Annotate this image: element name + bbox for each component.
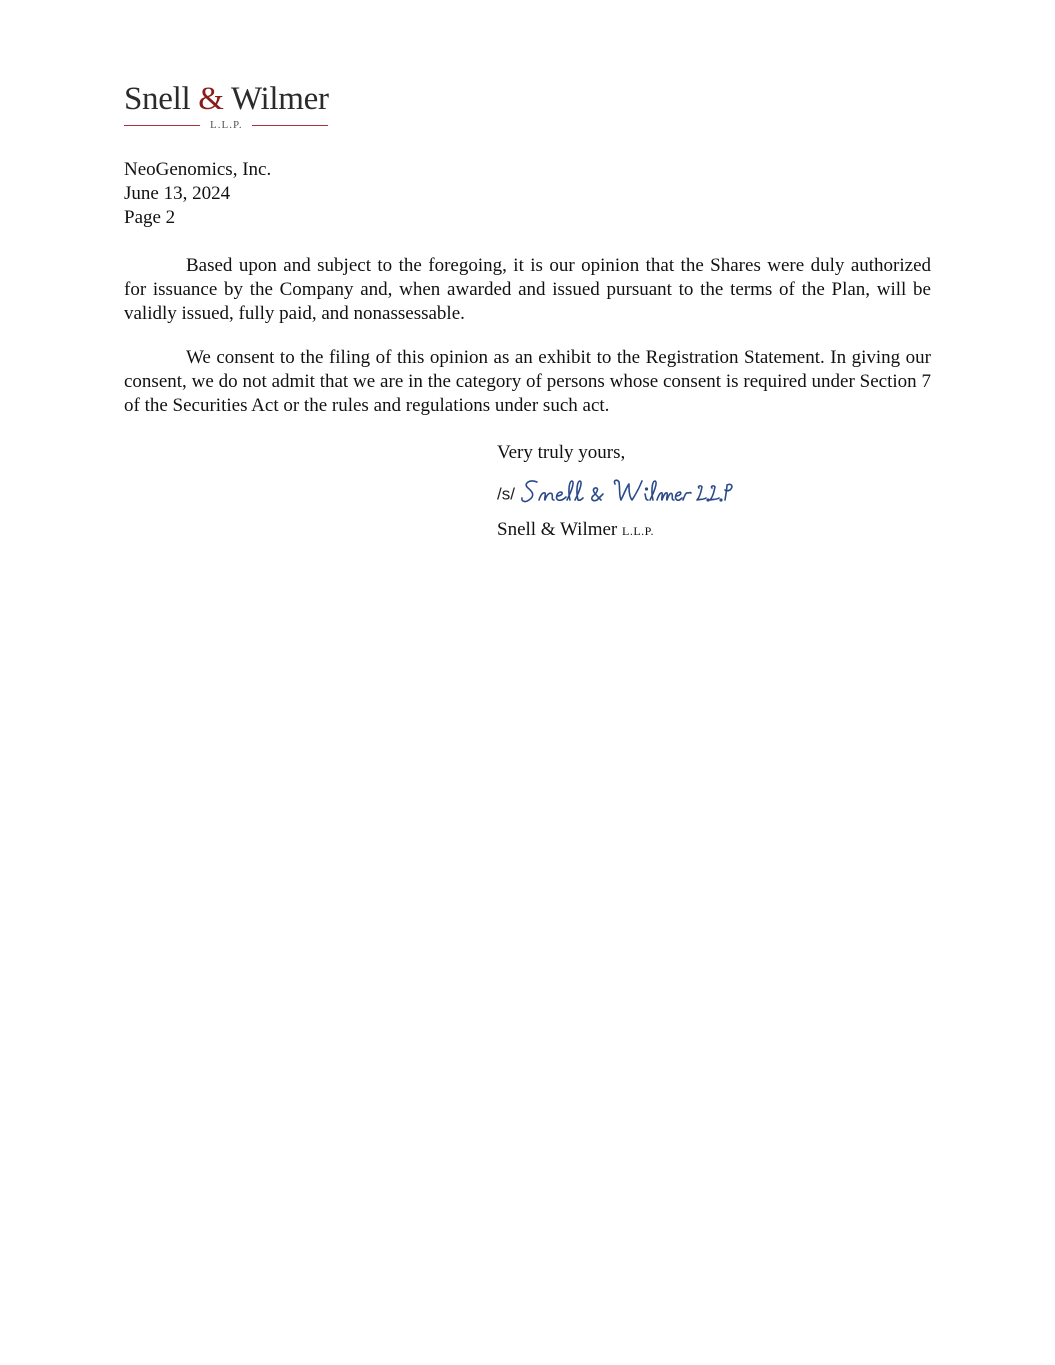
- firm-signature-block: [497, 518, 654, 543]
- recipient-name: NeoGenomics, Inc.: [124, 159, 272, 180]
- address-block: [124, 158, 271, 230]
- signature-line: [497, 476, 734, 510]
- logo-name-second: Wilmer: [231, 81, 329, 117]
- closing-salutation: Very truly yours,: [497, 442, 626, 463]
- signature-prefix: /s/: [497, 484, 515, 504]
- firm-name: Snell & Wilmer: [497, 519, 618, 540]
- page-number: Page 2: [124, 207, 176, 228]
- handwritten-signature: [519, 476, 734, 513]
- logo-suffix: L.L.P.: [210, 119, 243, 131]
- logo-rule-left: [124, 125, 200, 126]
- logo-ampersand: &: [198, 81, 224, 117]
- consent-paragraph: We consent to the filing of this opinion as an exhibit to the Registration Statement. In giving our consent, we do not admit that we are in the category of persons whose consent is required under Section 7 of the Securities Act or the rules and regulations under such act.: [124, 347, 931, 416]
- letter-date: June 13, 2024: [124, 183, 231, 204]
- firm-suffix: L.L.P.: [622, 524, 655, 538]
- logo-subline: [124, 118, 334, 132]
- logo-rule-right: [252, 125, 328, 126]
- logo-wordmark: [124, 80, 334, 118]
- firm-logo: [124, 80, 334, 132]
- opinion-paragraph: Based upon and subject to the foregoing, it is our opinion that the Shares were duly authorized for issuance by the Company and, when awarded and issued pursuant to the terms of the Plan, will be validly issued, fully paid, and nonassessable.: [124, 255, 931, 324]
- logo-name-first: Snell: [124, 81, 191, 117]
